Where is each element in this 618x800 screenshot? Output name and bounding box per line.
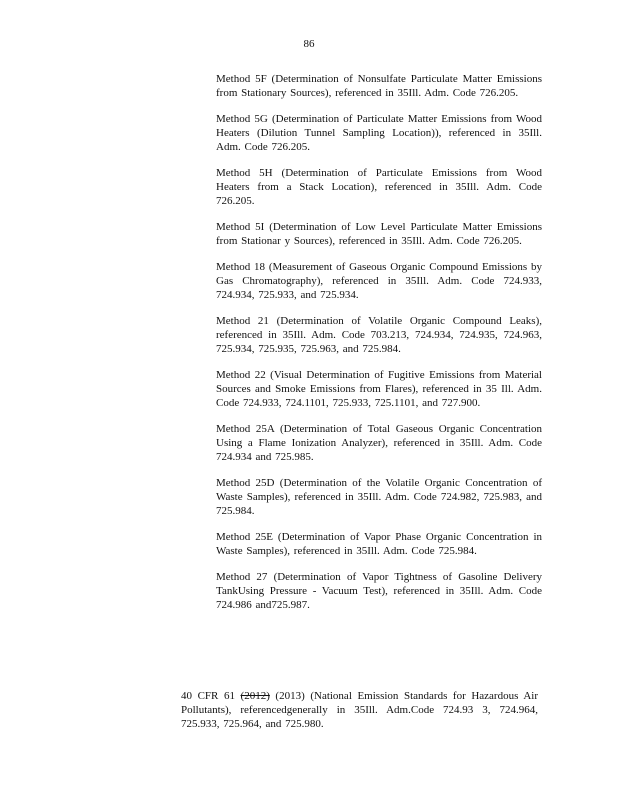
method-entry-27: Method 27 (Determination of Vapor Tightness of Gasoline Delivery TankUsing Pressure - Vacuum Test), referenced in 35Ill. Adm. Code 724.986 and725.987. bbox=[216, 571, 542, 611]
page-number: 86 bbox=[303, 38, 315, 50]
method-entry-22: Method 22 (Visual Determination of Fugitive Emissions from Material Sources and Smoke Emissions from Flares), referenced in 35 Ill. Adm. Code 724.933, 724.1101, 725.933, 725.1101, and 727.900. bbox=[216, 369, 542, 409]
cfr-prefix: 40 CFR 61 bbox=[181, 690, 241, 702]
method-entry-5i: Method 5I (Determination of Low Level Particulate Matter Emissions from Stationar y Sources), referenced in 35Ill. Adm. Code 726.205. bbox=[216, 221, 542, 247]
method-entry-25e: Method 25E (Determination of Vapor Phase Organic Concentration in Waste Samples), referenced in 35Ill. Adm. Code 725.984. bbox=[216, 531, 542, 557]
cfr-text: (2013) (National Emission Standards for Hazardous Air Pollutants), referencedgenerally in 35Ill. Adm.Code 724.93 3, 724.964, 725.933, 725.964, and 725.980. bbox=[181, 690, 538, 730]
method-entry-5h: Method 5H (Determination of Particulate Emissions from Wood Heaters from a Stack Location), referenced in 35Ill. Adm. Code 726.205. bbox=[216, 167, 542, 207]
method-reference-list bbox=[216, 72, 542, 624]
method-entry-25a: Method 25A (Determination of Total Gaseous Organic Concentration Using a Flame Ionization Analyzer), referenced in 35Ill. Adm. Code 724.934 and 725.985. bbox=[216, 423, 542, 463]
method-entry-18: Method 18 (Measurement of Gaseous Organic Compound Emissions by Gas Chromatography), referenced in 35Ill. Adm. Code 724.933, 724.934, 725.933, and 725.934. bbox=[216, 261, 542, 301]
method-entry-21: Method 21 (Determination of Volatile Organic Compound Leaks), referenced in 35Ill. Adm. Code 703.213, 724.934, 724.935, 724.963, 725.934, 725.935, 725.963, and 725.984. bbox=[216, 315, 542, 355]
method-entry-5f: Method 5F (Determination of Nonsulfate Particulate Matter Emissions from Stationary Sources), referenced in 35Ill. Adm. Code 726.205. bbox=[216, 73, 542, 99]
method-entry-5g: Method 5G (Determination of Particulate Matter Emissions from Wood Heaters (Dilution Tunnel Sampling Location)), referenced in 35Ill. Adm. Code 726.205. bbox=[216, 113, 542, 153]
cfr-reference-paragraph bbox=[181, 689, 538, 731]
method-entry-25d: Method 25D (Determination of the Volatile Organic Concentration of Waste Samples), referenced in 35Ill. Adm. Code 724.982, 725.983, and 725.984. bbox=[216, 477, 542, 517]
struck-year: (2012) bbox=[240, 690, 270, 702]
